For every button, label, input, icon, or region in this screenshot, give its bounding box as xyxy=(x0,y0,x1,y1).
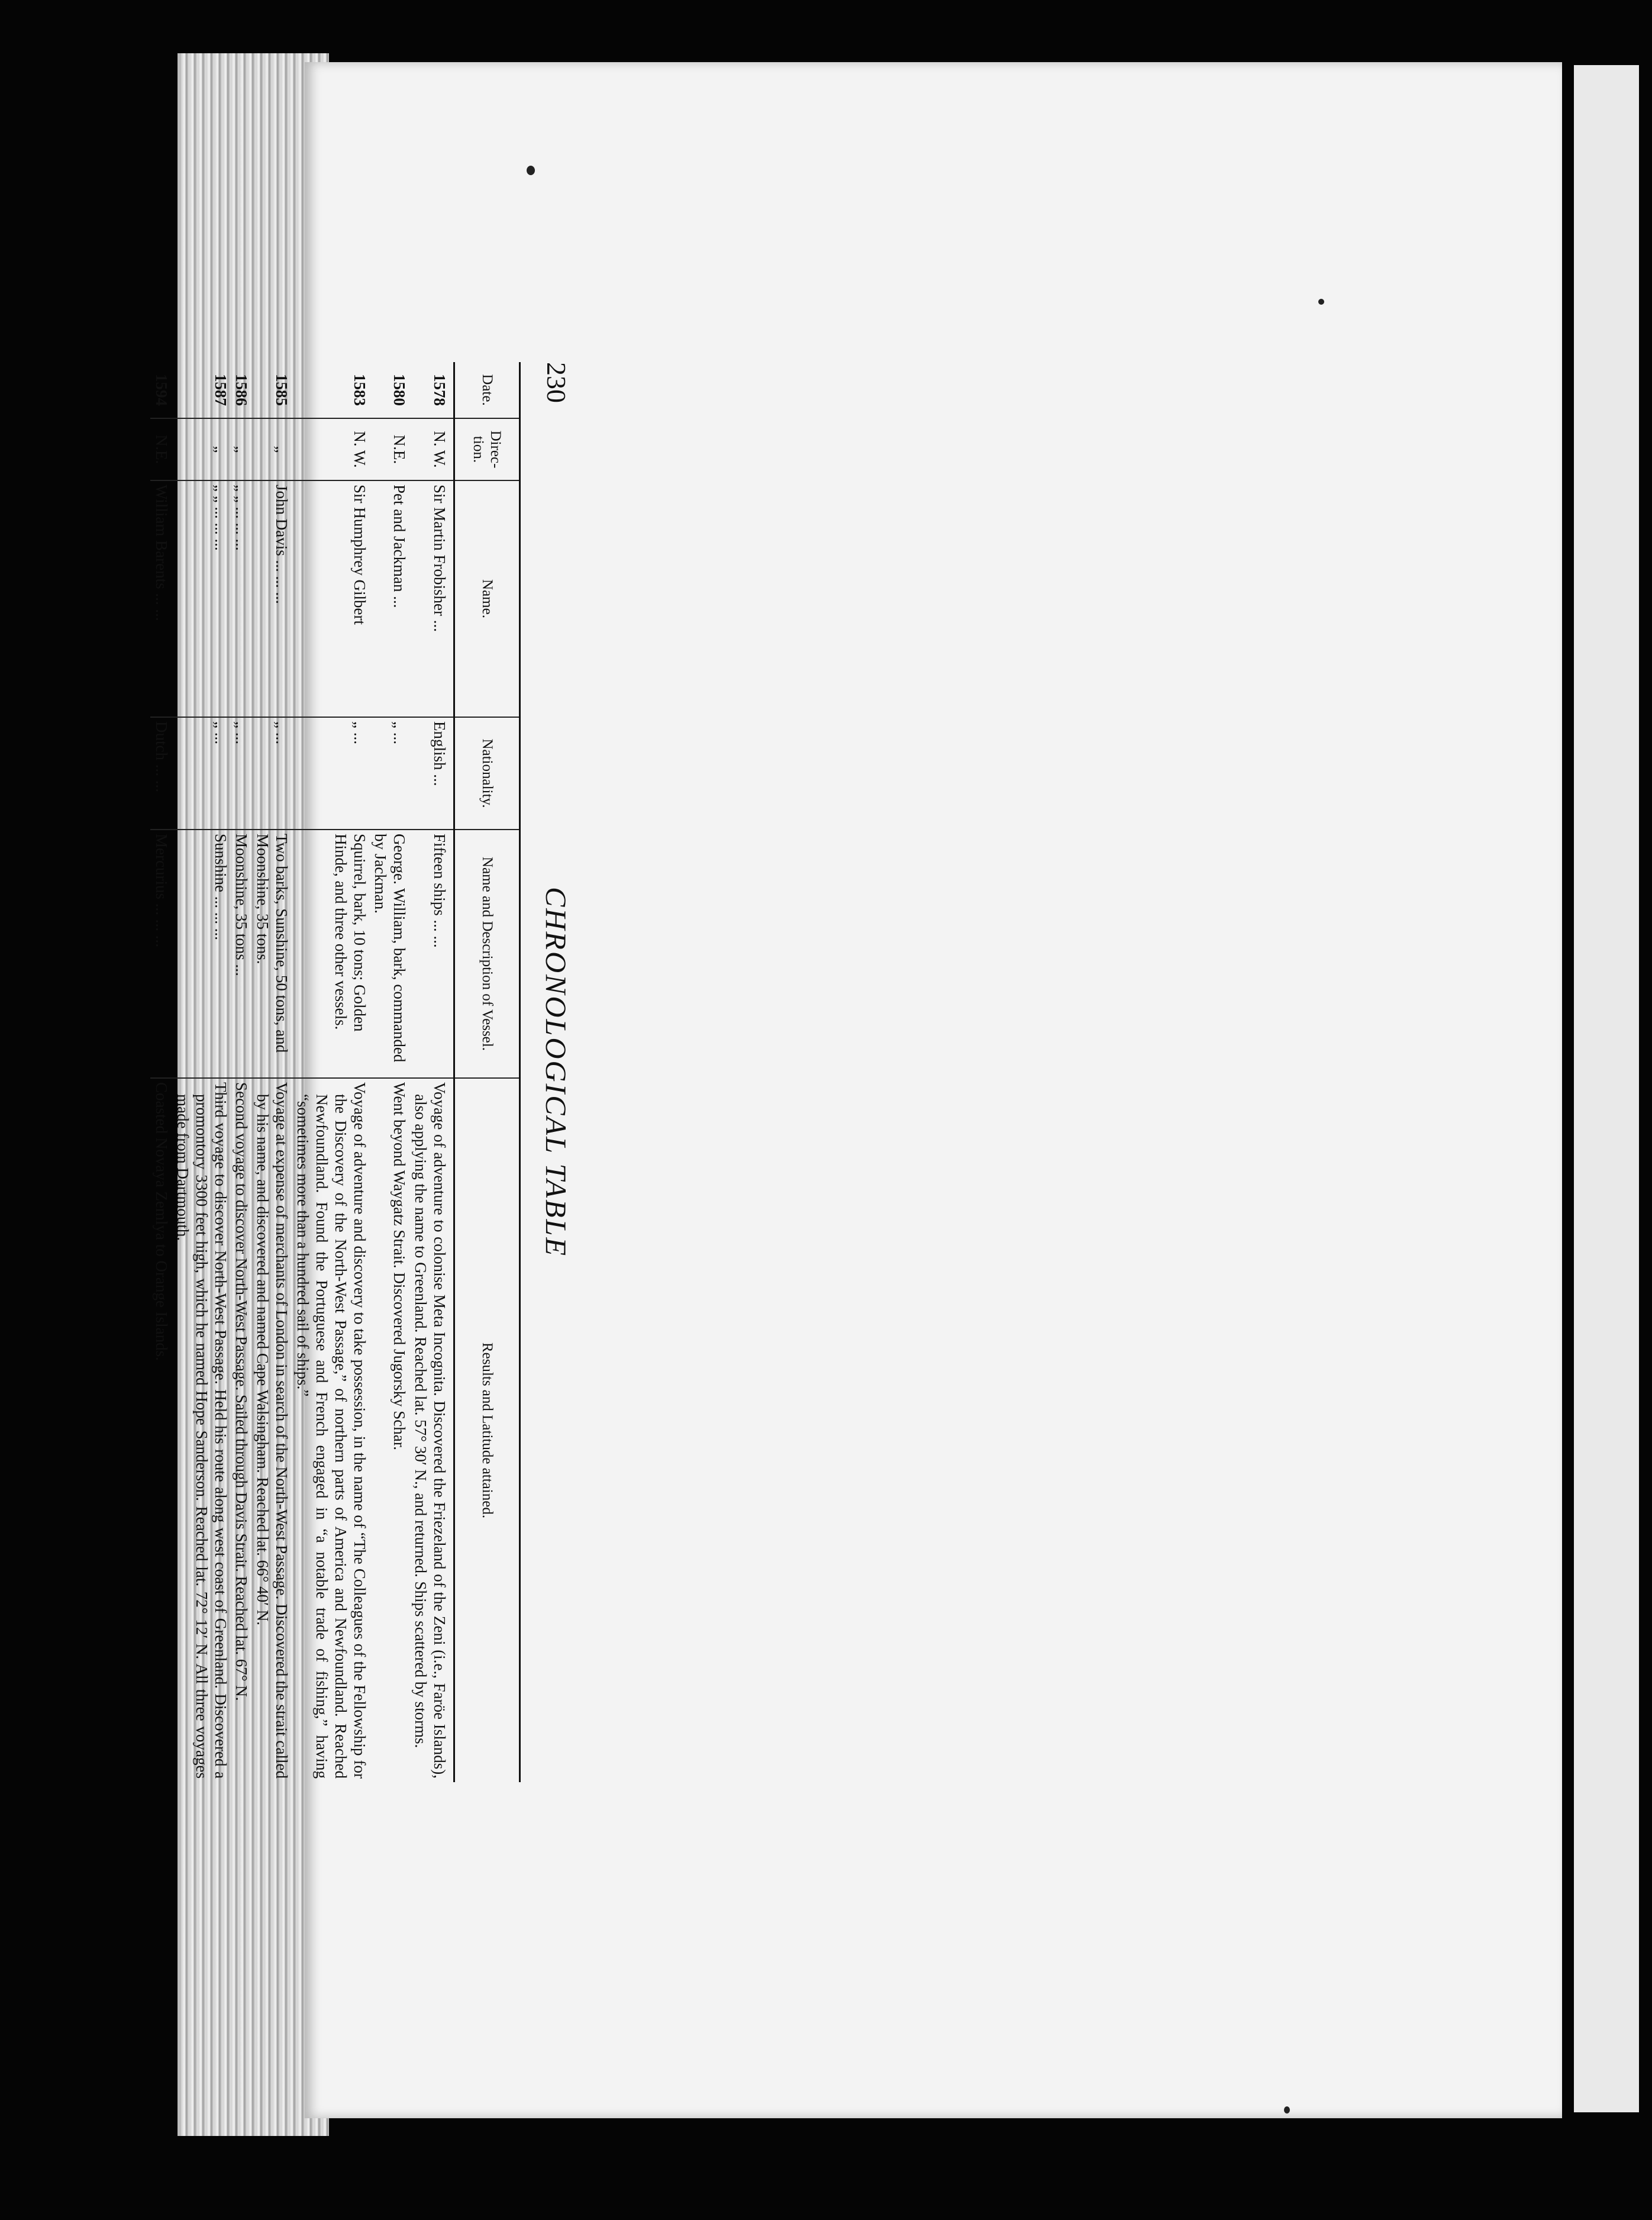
header-nationality: Nationality. xyxy=(454,717,520,830)
cell-direction: N. W. xyxy=(409,418,454,480)
cell-name: John Davis ... ... ... xyxy=(251,480,292,717)
rotated-page-content xyxy=(0,362,571,1782)
cell-name: „ „ ... ... ... xyxy=(172,480,231,717)
cell-name: Sir Humphrey Gilbert xyxy=(292,480,369,717)
cell-results: Went beyond Waygatz Strait. Discovered Jugorsky Schar. xyxy=(370,1078,410,1782)
cell-nationality: „ ... xyxy=(370,717,410,830)
header-direction: Direc-tion. xyxy=(454,418,520,480)
cell-nationality: Dutch ... ... xyxy=(150,717,172,830)
cell-name: „ „ ... ... ... xyxy=(231,480,252,717)
cell-nationality: „ ... xyxy=(292,717,369,830)
cell-vessel: Two barks, Sunshine, 50 tons, and Moonshine, 35 tons. xyxy=(251,830,292,1078)
cell-name: Sir Martin Frobisher ... xyxy=(409,480,454,717)
table-row xyxy=(150,362,172,1782)
cell-results: Voyage of adventure to colonise Meta Incognita. Discovered the Friezeland of the Zeni (i.e., Faröe Islands), also applying the name to Greenland. Reached lat. 57° 30′ N., and returned. Ships scattered by storms. xyxy=(409,1078,454,1782)
cell-date: 1585 xyxy=(273,374,291,406)
cell-direction: „ xyxy=(231,418,252,480)
ink-speck xyxy=(1284,2106,1290,2113)
table-row xyxy=(370,362,410,1782)
cell-date: 1594 xyxy=(152,374,170,406)
cell-vessel: Fifteen ships ... ... xyxy=(409,830,454,1078)
cell-results: Voyage at expense of merchants of London in search of the North-West Passage. Discovered the strait called by his name, and discovered and named Cape Walsingham. Reached lat. 66° 40′ N. xyxy=(251,1078,292,1782)
cell-vessel: Squirrel, bark, 10 tons; Golden Hinde, and three other vessels. xyxy=(292,830,369,1078)
table-row xyxy=(409,362,454,1782)
ink-speck xyxy=(1318,299,1324,305)
cell-vessel: Moonshine, 35 tons ... xyxy=(231,830,252,1078)
table-row xyxy=(251,362,292,1782)
header-name: Name. xyxy=(454,480,520,717)
table-row xyxy=(292,362,369,1782)
cell-nationality: English ... xyxy=(409,717,454,830)
cell-results: Third voyage to discover North-West Passage. Held his route along west coast of Greenland. Discovered a promontory 3300 feet high, which he named Hope Sanderson. Reached lat. 72° 12′ N. All three voyages made from Dartmouth. xyxy=(172,1078,231,1782)
table-row xyxy=(172,362,231,1782)
cell-date: 1578 xyxy=(431,374,449,406)
cell-direction: N.E. xyxy=(150,418,172,480)
cell-results: Coasted Novaya Zemlya to Orange Islands. xyxy=(150,1078,172,1782)
cell-direction: N. W. xyxy=(292,418,369,480)
cell-vessel: George. William, bark, commanded by Jackman. xyxy=(370,830,410,1078)
cell-results: Second voyage to discover North-West Passage. Sailed through Davis Strait. Reached lat. 67° N. xyxy=(231,1078,252,1782)
facing-page-edge xyxy=(1574,65,1639,2112)
running-title: CHRONOLOGICAL TABLE xyxy=(540,886,573,1258)
cell-date: 1587 xyxy=(211,374,230,406)
chronological-table xyxy=(150,362,521,1782)
cell-results: Voyage of adventure and discovery to take possession, in the name of “The Colleagues of the Fellowship for the Discovery of the North-West Passage,” of northern parts of America and Newfoundland. Reached Newfoundland. Found the Portuguese and French engaged in “a notable trade of fishing,” having “sometimes more than a hundred sail of ships.” xyxy=(292,1078,369,1782)
table-header-row xyxy=(454,362,520,1782)
cell-name: Pet and Jackman ... xyxy=(370,480,410,717)
cell-date: 1583 xyxy=(350,374,369,406)
table-row xyxy=(231,362,252,1782)
header-vessel: Name and Description of Vessel. xyxy=(454,830,520,1078)
page-number: 230 xyxy=(541,362,572,403)
cell-vessel: Sunshine ... ... ... xyxy=(172,830,231,1078)
header-date: Date. xyxy=(454,362,520,418)
cell-date: 1580 xyxy=(391,374,409,406)
cell-name: William Barents ... ... xyxy=(150,480,172,717)
cell-direction: „ xyxy=(251,418,292,480)
cell-nationality: „ ... xyxy=(251,717,292,830)
cell-date: 1586 xyxy=(233,374,251,406)
cell-vessel: Mercurius ... ... ... xyxy=(150,830,172,1078)
header-results: Results and Latitude attained. xyxy=(454,1078,520,1782)
running-head xyxy=(535,362,571,1782)
cell-direction: N.E. xyxy=(370,418,410,480)
cell-nationality: „ ... xyxy=(231,717,252,830)
ink-speck xyxy=(527,166,535,175)
cell-nationality: „ ... xyxy=(172,717,231,830)
cell-direction: „ xyxy=(172,418,231,480)
